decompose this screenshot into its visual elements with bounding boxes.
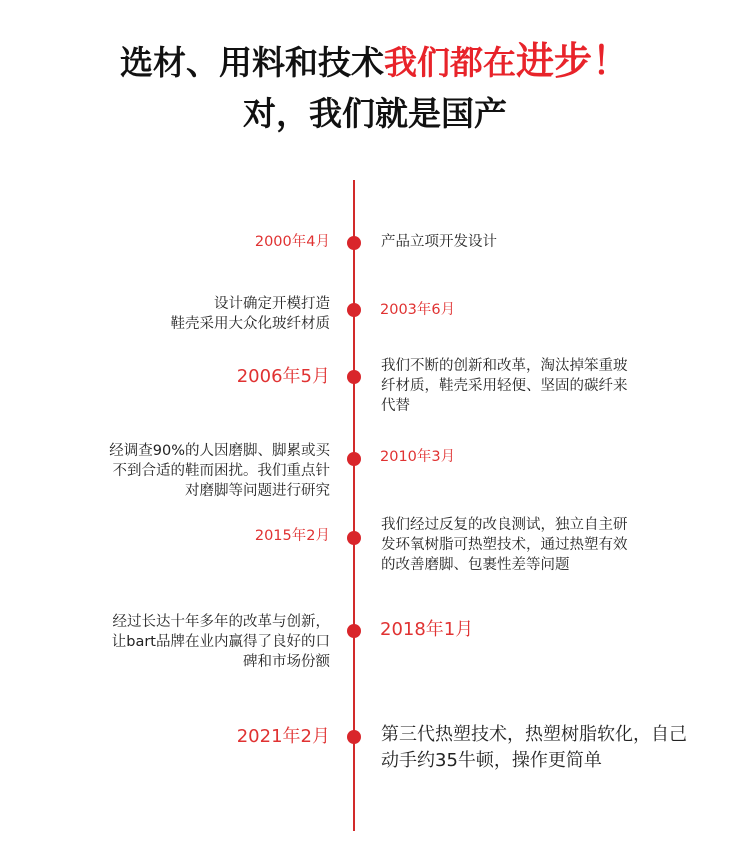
timeline-date: 2021年2月 [236,726,330,747]
headline-red: 我们都在 [383,43,516,82]
timeline-dot [347,236,361,250]
timeline-description: 设计确定开模打造 鞋壳采用大众化玻纤材质 [170,296,330,332]
timeline-description: 经过长达十年多年的改革与创新， 让bart品牌在业内赢得了良好的口 碑和市场份额 [111,614,330,670]
headline-prefix: 选材、用料和技术 [119,43,384,82]
timeline-dot [347,370,361,384]
headline-emphasis: 进步！ [515,39,630,83]
timeline-date: 2000年4月 [254,234,330,250]
timeline-date: 2006年5月 [236,366,330,387]
timeline-dot [347,730,361,744]
timeline-date: 2003年6月 [380,302,456,318]
headline-line-1 [0,30,750,85]
timeline-date: 2010年3月 [380,449,456,465]
timeline-description: 产品立项开发设计 [381,234,497,250]
timeline-description: 经调查90%的人因磨脚、脚累或买 不到合适的鞋而困扰。我们重点针 对磨脚等问题进行研究 [109,443,330,499]
timeline-date: 2018年1月 [380,619,474,640]
timeline-description: 我们经过反复的改良测试，独立自主研 发环氧树脂可热塑技术，通过热塑有效 的改善磨脚、包裹性差等问题 [381,517,628,573]
timeline-dot [347,303,361,317]
timeline-date: 2015年2月 [254,528,330,544]
timeline-dot [347,624,361,638]
headline-line-2: 对，我们就是国产 [243,94,507,133]
timeline-description: 第三代热塑技术，热塑树脂软化，自己 动手约35牛顿，操作更简单 [381,724,687,771]
timeline-dot [347,531,361,545]
timeline-dot [347,452,361,466]
timeline-description: 我们不断的创新和改革，淘汰掉笨重玻 纤材质，鞋壳采用轻便、坚固的碳纤来 代替 [381,358,628,414]
